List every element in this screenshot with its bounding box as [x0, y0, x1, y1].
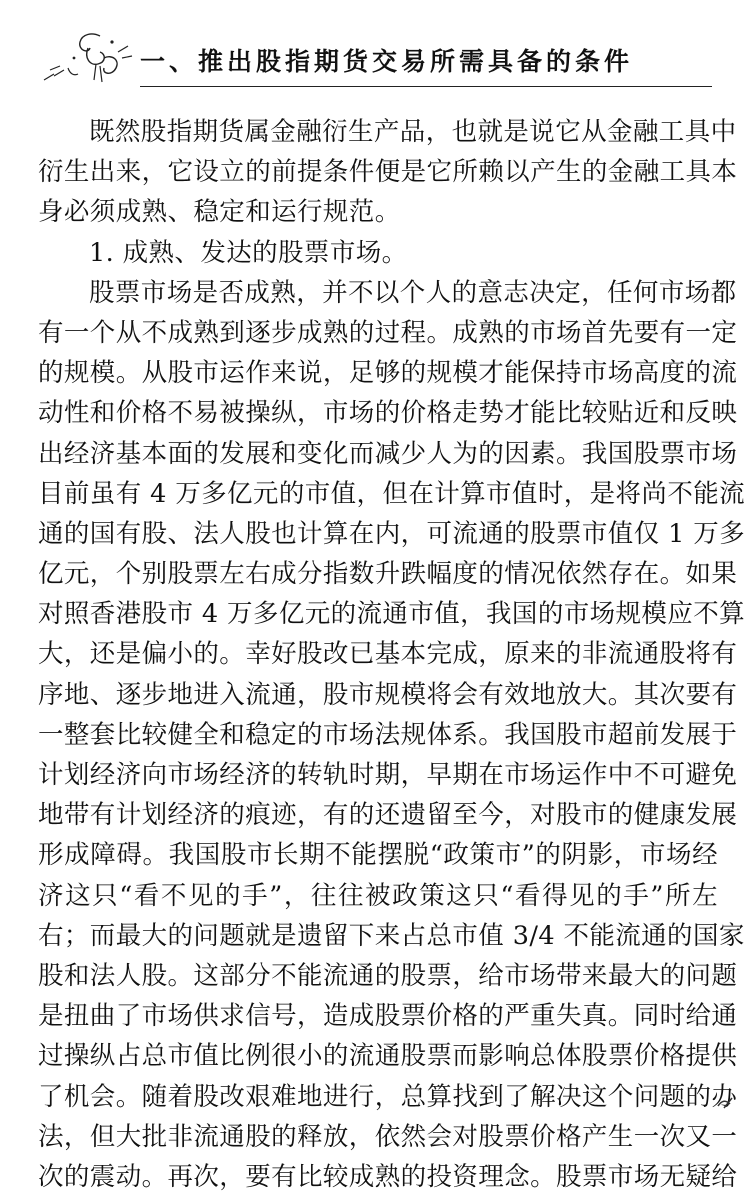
text-line: 形成障碍。我国股市长期不能摆脱“政策市”的阴影，市场经 — [38, 840, 718, 871]
text-line: 有一个从不成熟到逐步成熟的过程。成熟的市场首先要有一定 — [38, 317, 738, 348]
text-line: 一整套比较健全和稳定的市场法规体系。我国股市超前发展于 — [38, 719, 738, 750]
text-line: 身必须成熟、稳定和运行规范。 — [38, 197, 401, 228]
text-line: 右；而最大的问题就是遗留下来占总市值 3/4 不能流通的国家 — [38, 920, 745, 951]
text-line: 亿元，个别股票左右成分指数升跌幅度的情况依然存在。如果 — [38, 559, 738, 590]
page-corner-mark-icon — [714, 1094, 736, 1110]
text-line: 序地、逐步地进入流通，股市规模将会有效地放大。其次要有 — [38, 679, 738, 710]
text-line: 济这只“看不见的手”，往往被政策这只“看得见的手”所左 — [38, 880, 718, 911]
section-heading — [20, 28, 720, 98]
text-line: 股票市场是否成熟，并不以个人的意志决定，任何市场都 — [89, 277, 737, 308]
heading-underline — [140, 86, 712, 87]
text-line: 既然股指期货属金融衍生产品，也就是说它从金融工具中 — [89, 117, 737, 147]
text-line: 对照香港股市 4 万多亿元的流通市值，我国的市场规模应不算 — [38, 599, 746, 630]
text-line: 地带有计划经济的痕迹，有的还遗留至今，对股市的健康发展 — [38, 800, 738, 831]
text-line: 大，还是偏小的。幸好股改已基本完成，原来的非流通股将有 — [38, 639, 738, 670]
numbered-heading: 1. 成熟、发达的股票市场。 — [89, 237, 408, 268]
body-text — [38, 112, 746, 1197]
text-line: 目前虽有 4 万多亿元的市值，但在计算市值时，是将尚不能流 — [38, 478, 746, 509]
text-line: 出经济基本面的发展和变化而减少人为的因素。我国股票市场 — [38, 438, 738, 469]
text-line: 过操纵占总市值比例很小的流通股票而影响总体股票价格提供 — [38, 1041, 738, 1072]
text-line: 衍生出来，它设立的前提条件便是它所赖以产生的金融工具本 — [38, 157, 738, 188]
text-line: 次的震动。再次，要有比较成熟的投资理念。股票市场无疑给 — [38, 1161, 738, 1192]
text-line: 了机会。随着股改艰难地进行，总算找到了解决这个问题的办 — [38, 1081, 738, 1112]
text-line: 通的国有股、法人股也计算在内，可流通的股票市值仅 1 万多 — [38, 518, 746, 549]
text-line: 股和法人股。这部分不能流通的股票，给市场带来最大的问题 — [38, 960, 738, 991]
decorative-ornament-icon — [30, 28, 150, 98]
text-line: 计划经济向市场经济的转轨时期，早期在市场运作中不可避免 — [38, 760, 738, 790]
text-line: 动性和价格不易被操纵，市场的价格走势才能比较贴近和反映 — [38, 398, 738, 429]
section-title: 一、推出股指期货交易所需具备的条件 — [140, 47, 634, 76]
text-line: 的规模。从股市运作来说，足够的规模才能保持市场高度的流 — [38, 358, 738, 389]
text-line: 法，但大批非流通股的释放，依然会对股票价格产生一次又一 — [38, 1121, 738, 1152]
text-line: 是扭曲了市场供求信号，造成股票价格的严重失真。同时给通 — [38, 1001, 738, 1032]
